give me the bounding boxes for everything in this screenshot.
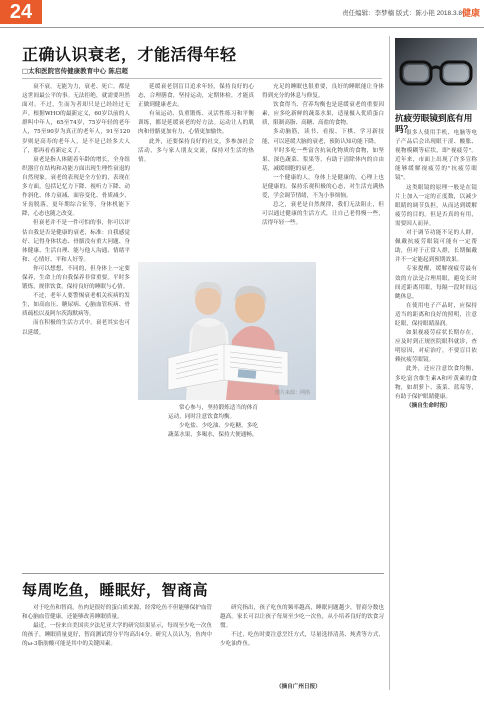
byline-divider (22, 78, 382, 79)
paragraph: 衰不衰，无能为力，衰老、死亡，都是这世间最公平的事。无法拒绝，就需要坦然面对。不过，生而为者却只是已经经过无声。根据WHO的最新定义，60岁以前的人群叫中年人，65至74岁，75岁年轻的老年人，75至90岁为真正的老年人，91至120岁则是高寿的老年人，是不是已经多大人了，那再看看新定义了。 (22, 84, 130, 154)
paragraph: 专家提醒，缓解视疲劳最有效的方法是合理用眼，避免长时间近距离用眼，每隔一段时间远眺休息。 (395, 266, 477, 300)
paragraph: 平时多吃一些富含抗氧化物质的食物，如坚果、深色蔬菜、浆果等，有助于清除体内的自由基，减缓细胞的衰老。 (262, 147, 384, 172)
sidebar-source: （摘自生命时报） (406, 402, 451, 409)
paragraph: 充足的睡眠也很重要，良好的睡眠能让身体得到充分的休息与修复。 (262, 84, 384, 100)
paragraph: 研究指出，孩子吃鱼的频率越高，睡眠问题越少，智商分数也越高。家长可以让孩子每周至少吃一次鱼，从小培养良好的饮食习惯。 (220, 605, 384, 630)
photo-caption: 图片来源：网络 (274, 390, 310, 396)
paragraph: 饮食得当、营养均衡也是延缓衰老的重要因素，应多吃新鲜的蔬菜水果，适量摄入优质蛋白质，限制高脂、高糖、高盐的食物。 (262, 102, 384, 127)
paragraph: 有氧运动、负重锻炼、灵活性练习和平衡训练，都是延缓衰老的好方法。运动让人的肌肉和骨骼更加有力，心情更加愉快。 (138, 111, 254, 136)
main-article-column-2-continued (168, 404, 258, 564)
fish-article-source: （摘自广州日报） (276, 684, 321, 690)
sidebar-divider (389, 36, 390, 690)
main-article-title: 正确认识衰老，才能活得年轻 (22, 45, 237, 64)
paragraph: 少吃盐、少吃油、少吃糖，多吃蔬菜水果，多喝水，保持大便通畅。 (168, 423, 258, 439)
paragraph: 不过，老年人要警惕衰老相关疾病的发生，如高血压、糖尿病、心脑血管疾病、骨质疏松以及阿尔茨海默病等。 (22, 293, 130, 318)
paragraph: 在使用电子产品时，应保持适当的距离和良好的照明，注意眨眼，保持眼睛湿润。 (395, 302, 477, 327)
main-article-column-2 (138, 83, 254, 263)
paragraph: 而在积极的生活方式中，衰老其实也可以延缓。 (22, 320, 130, 336)
paragraph: 但衰老并不是一件可怕的事，你可以评估自我是否是健康的衰老，标准：自我感觉好、记得身体状态、骨骼没有重大问题、身体健康、生活自理、能与他人沟通、情绪平和、心情好、平和人好等。 (22, 220, 130, 263)
sidebar-article-body (395, 129, 477, 684)
paragraph: 衰老是指人体随着年龄的增长，全身组织器官在结构和功能方面出现生理性衰退的自然现象。衰老的表现是全方位的，表现在多方面，包括记忆力下降、视听力下降、动作斜化、体力衰减、面容变化、骨质减少、牙齿脱落，更年期综合征等，身体机能下降，心态也随之改变。 (22, 156, 130, 218)
fish-article-column-2 (220, 604, 384, 678)
paragraph: 很多人使用手机、电脑等电子产品后会出现眼干涩、酸胀、视物模糊等症状，即"视疲劳"。近年来，市面上出现了许多宣称能够缓解视疲劳的"抗疲劳眼镜"。 (395, 130, 477, 182)
fish-article-column-1 (22, 604, 212, 689)
main-article-byline: □太和医院官传健康教育中心 陈启超 (22, 67, 128, 75)
paragraph: 如果视疲劳症状长期存在，应及时到正规医院眼科就诊，查明原因，对症治疗，不要盲目依赖抗疲劳眼镜。 (395, 330, 477, 364)
main-article-column-1 (22, 83, 130, 563)
elderly-couple-photo (138, 262, 316, 400)
paragraph: 总之，衰老是自然规律，我们无法阻止，但可以通过健康的生活方式，让自己老得慢一些，活得年轻一些。 (262, 202, 384, 227)
paragraph: 延缓衰老别盲目追求年轻，保持良好的心态，合理膳食，坚持运动，定期体检，才能真正做到健康老去。 (138, 84, 254, 109)
paragraph: 多动脑筋，读书、看报、下棋、学习新技能，可以延缓大脑的衰老，预防认知功能下降。 (262, 129, 384, 145)
page-number: 24 (0, 0, 42, 24)
paragraph: 一个健康的人，身体上是健康的，心理上也是健康的。保持乐观积极的心态，对生活充满热爱，学会调节情绪，不为小事烦恼。 (262, 174, 384, 200)
paragraph: 常心参与，坚持锻炼适当的体育运动，同时注意饮食均衡。 (168, 405, 258, 421)
header-divider (0, 27, 484, 28)
paragraph: 对于吃鱼和智商，鱼肉是很好的蛋白质来源，经常吃鱼不但能够保护血管和心脑血管健康，还能够改善睡眠质量。 (22, 605, 212, 621)
photo-illustration (138, 262, 316, 400)
paragraph: 最近，一份来自美国宾夕法尼亚大学的研究结果显示，每周至少吃一次鱼的孩子，睡眠质量更好，智商测试得分平均高出4分。研究人员认为，鱼肉中的ω-3脂肪酸可能是其中的关键因素。 (22, 623, 212, 648)
page-header (0, 0, 484, 28)
editor-meta: 责任编辑：李梦楠 版式：陈小艳 2018.3.8 (342, 10, 462, 17)
section-label: 健康 (461, 8, 480, 18)
section-divider (22, 573, 384, 574)
glasses-illustration (395, 38, 477, 110)
paragraph: 此外，还应注意饮食均衡，多吃富含维生素A和叶黄素的食物，如胡萝卜、菠菜、蓝莓等，有助于保护眼睛健康。 (395, 366, 477, 400)
paragraph: 不过，吃鱼时要注意烹饪方式，尽量选择清蒸、炖煮等方式，少吃油炸鱼。 (220, 632, 384, 648)
paragraph: 对于调节功能不足的人群，佩戴抗疲劳眼镜可能有一定帮助，但对于正常人群，长期佩戴并不一定能起到预期效果。 (395, 230, 477, 264)
fish-article-title: 每周吃鱼，睡眠好，智商高 (22, 581, 209, 599)
paragraph: 这类眼镜的原理一般是在镜片上加入一定的正度数，以减少眼睛的调节负担，从而达到缓解疲劳的目的。但是否真的有用，需要因人而异。 (395, 184, 477, 227)
paragraph: 此外，还要保持良好的社交，多参加社会活动，多与家人朋友交流，保持对生活的热情。 (138, 138, 254, 163)
paragraph: 你可以想想，不同的，但身体上一定要保养，生命上的自我保养非常重要。平时多锻炼，规律饮食，保持良好的睡眠与心情。 (22, 265, 130, 291)
sidebar-title: 抗疲劳眼镜到底有用吗？ (395, 114, 473, 135)
glasses-photo (395, 38, 477, 110)
